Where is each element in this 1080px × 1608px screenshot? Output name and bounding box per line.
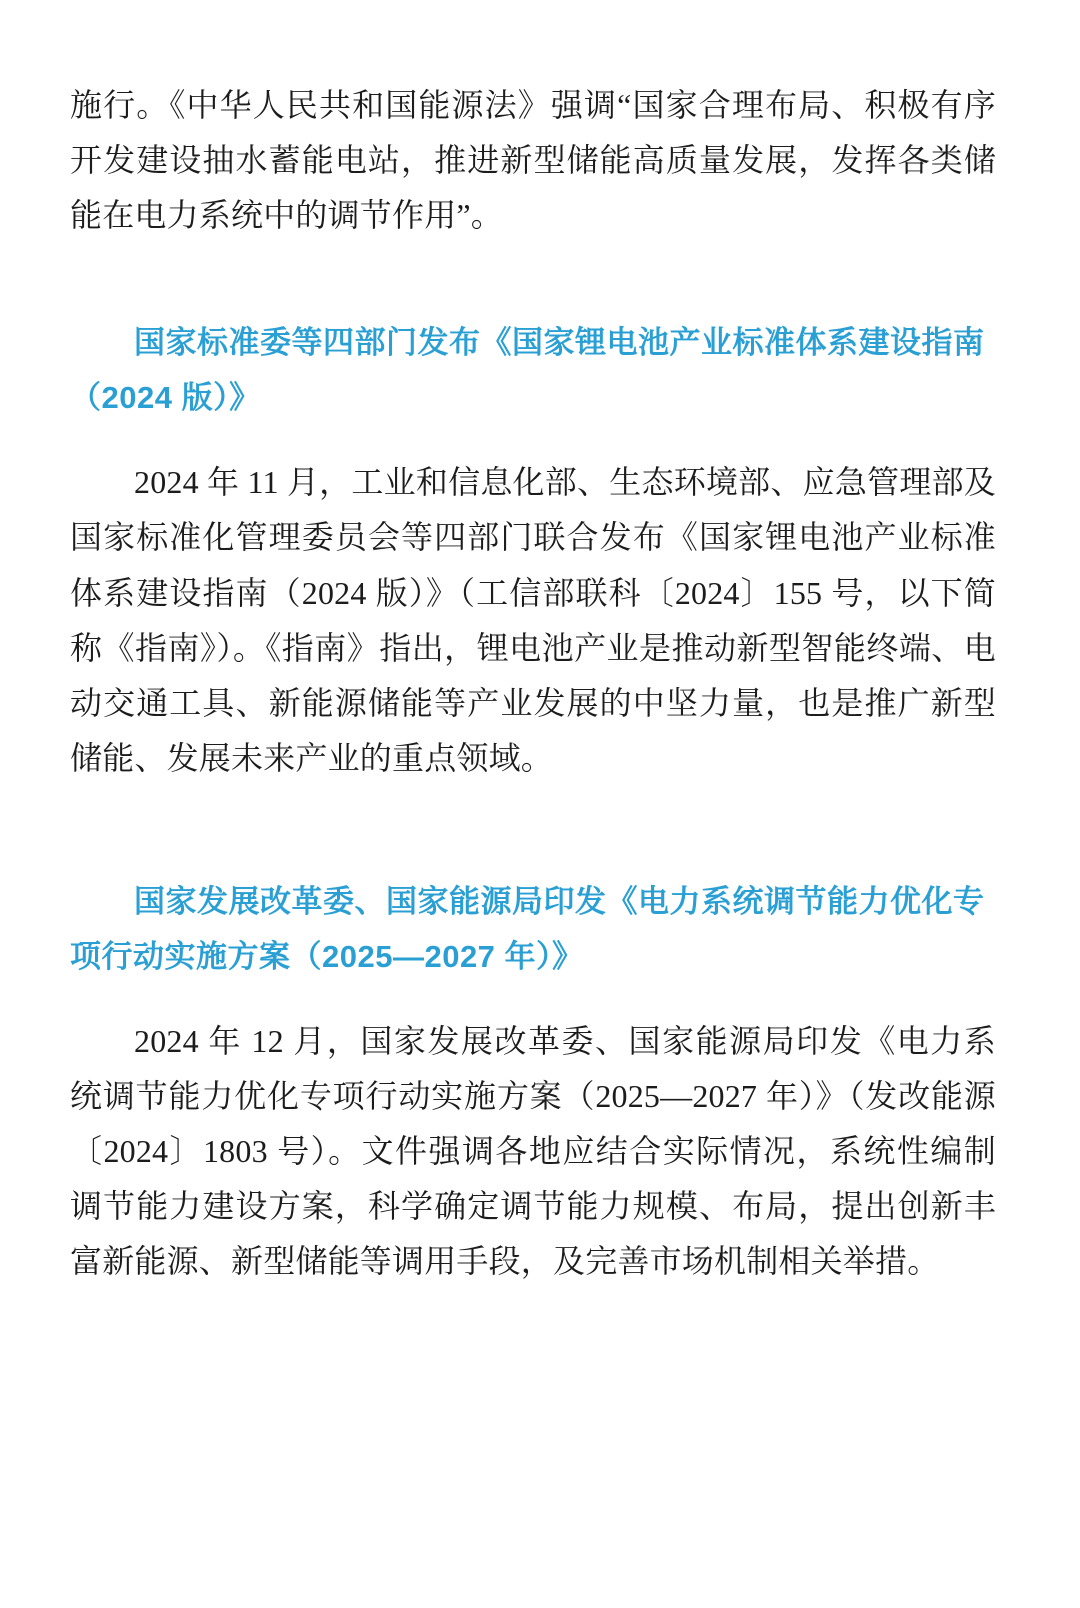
heading-spacer (70, 425, 996, 455)
section-spacer (70, 243, 996, 315)
page-bottom-spacer (70, 1289, 996, 1409)
section-spacer (70, 786, 996, 874)
heading-power-system-regulation: 国家发展改革委、国家能源局印发《电力系统调节能力优化专项行动实施方案（2025—2027 年）》 (70, 883, 985, 974)
heading-spacer (70, 984, 996, 1014)
heading-lithium-battery-standard: 国家标准委等四部门发布《国家锂电池产业标准体系建设指南（2024 版）》 (70, 325, 985, 416)
paragraph-energy-law: 施行。《中华人民共和国能源法》强调“国家合理布局、积极有序开发建设抽水蓄能电站，推进新型储能高质量发展，发挥各类储能在电力系统中的调节作用”。 (70, 87, 996, 234)
paragraph-lithium-battery-standard: 2024 年 11 月，工业和信息化部、生态环境部、应急管理部及国家标准化管理委员会等四部门联合发布《国家锂电池产业标准体系建设指南（2024 版）》（工信部联科〔2024〕155 号，以下简称《指南》）。《指南》指出，锂电池产业是推动新型智能终端、电动交通工具、新能源储能等产业发展的中坚力量，也是推广新型储能、发展未来产业的重点领域。 (70, 464, 996, 776)
paragraph-power-system-regulation: 2024 年 12 月，国家发展改革委、国家能源局印发《电力系统调节能力优化专项行动实施方案（2025—2027 年）》（发改能源〔2024〕1803 号）。文件强调各地应结合实际情况，系统性编制调节能力建设方案，科学确定调节能力规模、布局，提出创新丰富新能源、新型储能等调用手段，及完善市场机制相关举措。 (70, 1022, 996, 1280)
